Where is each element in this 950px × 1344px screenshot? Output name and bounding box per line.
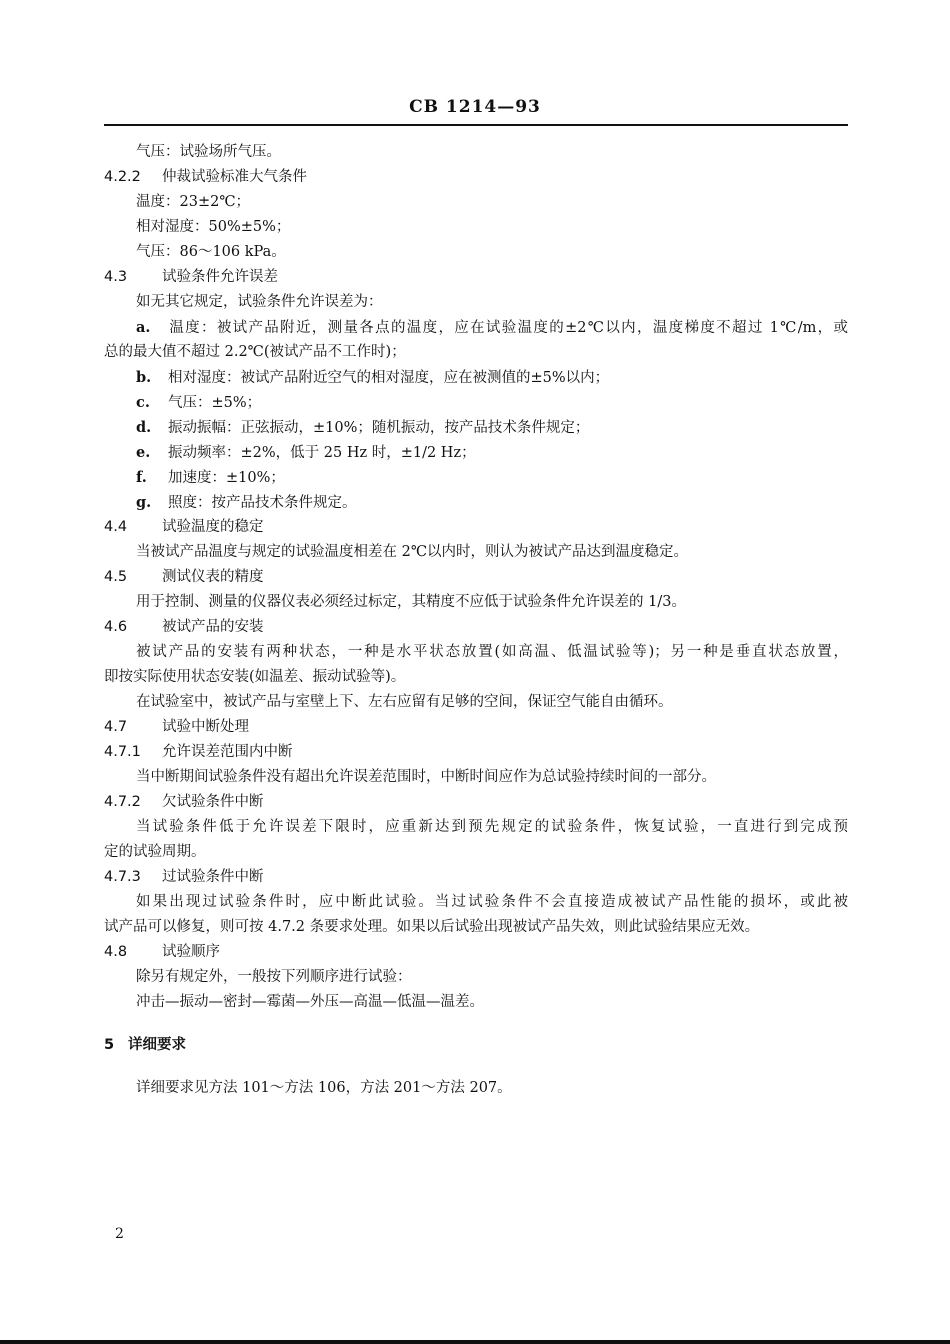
list-label: e. [136,444,151,461]
paragraph: 详细要求见方法 101～方法 106，方法 201～方法 207。 [136,1080,512,1096]
list-text: 振动频率：±2%，低于 25 Hz 时，±1/2 Hz； [168,445,476,461]
list-text: 加速度：±10%； [168,470,285,486]
paragraph: 温度：23±2℃； [136,194,251,210]
header-rule [104,124,848,126]
list-item-b [104,365,848,390]
paragraph: 在试验室中，被试产品与室壁上下、左右应留有足够的空间，保证空气能自由循环。 [136,694,673,710]
section-heading-4-4 [104,515,848,540]
section-title: 试验条件允许误差 [162,269,278,285]
paragraph: 除另有规定外，一般按下列顺序进行试验： [136,969,412,985]
section-number: 4.8 [104,944,128,960]
section-number: 4.4 [104,519,128,535]
section-title: 允许误差范围内中断 [162,744,293,760]
section-title: 过试验条件中断 [162,869,264,885]
list-item-e [104,440,848,465]
paragraph: 即按实际使用状态安装(如温差、振动试验等)。 [104,669,406,685]
paragraph: 当被试产品温度与规定的试验温度相差在 2℃以内时，则认为被试产品达到温度稳定。 [136,544,689,560]
list-text: 相对湿度：被试产品附近空气的相对湿度，应在被测值的±5%以内； [168,370,610,386]
list-text: 气压：±5%； [168,395,262,411]
section-heading-4-5 [104,565,848,590]
list-item-d [104,415,848,440]
section-number: 5 [104,1037,115,1053]
list-label: b. [136,369,152,386]
section-heading-4-7-2 [104,790,848,815]
section-number: 4.3 [104,269,128,285]
section-heading-4-6 [104,615,848,640]
list-label: a. [136,319,151,336]
scan-edge-bar [0,1340,950,1344]
list-label: c. [136,394,150,411]
paragraph: 用于控制、测量的仪器仪表必须经过标定，其精度不应低于试验条件允许误差的 1/3。 [136,594,686,610]
list-text: 照度：按产品技术条件规定。 [168,495,357,511]
section-title: 仲裁试验标准大气条件 [162,169,307,185]
section-title: 试验顺序 [162,944,220,960]
paragraph: 如果出现过试验条件时，应中断此试验。当过试验条件不会直接造成被试产品性能的损坏，或此被 [136,894,848,910]
paragraph: 相对湿度：50%±5%； [136,219,291,235]
section-title: 试验温度的稳定 [162,519,264,535]
section-title: 测试仪表的精度 [162,569,264,585]
section-heading-5 [104,1033,848,1058]
paragraph: 气压：86～106 kPa。 [136,244,286,260]
list-item-g [104,490,848,515]
list-label: d. [136,419,152,436]
section-heading-4-7-3 [104,865,848,890]
section-number: 4.7.3 [104,869,141,885]
spacer [104,1015,848,1033]
section-number: 4.5 [104,569,128,585]
section-title: 被试产品的安装 [162,619,264,635]
paragraph: 当试验条件低于允许误差下限时，应重新达到预先规定的试验条件，恢复试验，一直进行到完成预 [136,819,848,835]
section-number: 4.7 [104,719,128,735]
list-label: g. [136,494,152,511]
section-number: 4.7.2 [104,794,141,810]
list-text: 温度：被试产品附近，测量各点的温度，应在试验温度的±2℃以内，温度梯度不超过 1℃/m，或 [168,320,848,336]
paragraph: 气压：试验场所气压。 [136,144,281,160]
section-number: 4.2.2 [104,169,141,185]
section-heading-4-2-2 [104,165,848,190]
list-item-f [104,465,848,490]
standard-code-header: CB 1214—93 [409,97,541,117]
section-heading-4-7 [104,715,848,740]
page-number: 2 [115,1226,124,1242]
section-title: 欠试验条件中断 [162,794,264,810]
paragraph: 当中断期间试验条件没有超出允许误差范围时，中断时间应作为总试验持续时间的一部分。 [136,769,716,785]
paragraph: 定的试验周期。 [104,844,206,860]
section-heading-4-7-1 [104,740,848,765]
list-text: 振动振幅：正弦振动，±10%；随机振动，按产品技术条件规定； [168,420,590,436]
section-heading-4-8 [104,940,848,965]
section-title: 详细要求 [128,1037,186,1053]
document-body [104,140,848,1101]
list-item-c [104,390,848,415]
paragraph: 试产品可以修复，则可按 4.7.2 条要求处理。如果以后试验出现被试产品失效，则此试验结果应无效。 [104,919,760,935]
paragraph: 被试产品的安装有两种状态，一种是水平状态放置(如高温、低温试验等)；另一种是垂直状态放置， [136,644,848,660]
section-title: 试验中断处理 [162,719,249,735]
section-number: 4.7.1 [104,744,141,760]
section-number: 4.6 [104,619,128,635]
paragraph: 冲击—振动—密封—霉菌—外压—高温—低温—温差。 [136,994,484,1010]
section-heading-4-3 [104,265,848,290]
paragraph: 总的最大值不超过 2.2℃(被试产品不工作时)； [104,344,406,360]
list-label: f. [136,469,147,486]
list-item-a [104,315,848,340]
spacer [104,1058,848,1076]
paragraph: 如无其它规定，试验条件允许误差为： [136,294,383,310]
